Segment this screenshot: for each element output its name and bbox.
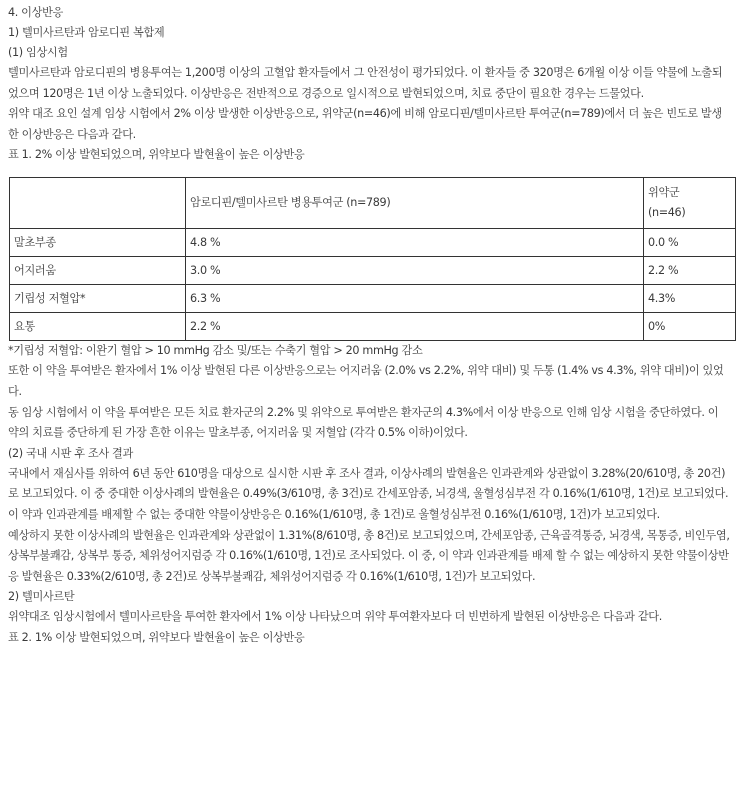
paragraph: 동 임상 시험에서 이 약을 투여받은 모든 치료 환자군의 2.2% 및 위약으로 투여받은 환자군의 4.3%에서 이상 반응으로 인해 임상 시험을 중단하였다. 이 약의 치료를 중단하게 된 가장 흔한 이유는 말초부종, 어지러움 및 저혈압 (각각 0.5% 이하)이었다. bbox=[8, 405, 719, 440]
row-combo-cell: 6.3 % bbox=[186, 285, 644, 313]
table-row bbox=[10, 229, 736, 257]
row-name-cell: 요통 bbox=[10, 313, 186, 341]
paragraph: 국내에서 재심사를 위하여 6년 동안 610명을 대상으로 실시한 시판 후 조사 결과, 이상사례의 발현율은 인과관계와 상관없이 3.28%(20/610명, 총 20건)로 보고되었다. 이 중 중대한 이상사례의 발현율은 0.49%(3/610명, 총 3건)로 간세포암종, 뇌경색, 울혈성심부전 각 0.16%(1/610명, 1건)로 보고되었다. 이 약과 인과관계를 배제할 수 없는 중대한 약물이상반응은 0.16%(1/610명, 총 1건)로 울혈성심부전 0.16%(1/610명, 1건)가 보고되었다. bbox=[8, 466, 729, 521]
table-caption: 표 2. 1% 이상 발현되었으며, 위약보다 발현율이 높은 이상반응 bbox=[8, 630, 305, 644]
header-cell-combo-group: 암로디핀/텔미사르탄 병용투여군 (n=789) bbox=[186, 178, 644, 229]
row-name-cell: 어지러움 bbox=[10, 257, 186, 285]
header-cell-empty bbox=[10, 178, 186, 229]
subsection-heading: 2) 텔미사르탄 bbox=[8, 590, 75, 604]
table-row bbox=[10, 257, 736, 285]
paragraph: 텔미사르탄과 암로디핀의 병용투여는 1,200명 이상의 고혈압 환자들에서 그 안전성이 평가되었다. 이 환자들 중 320명은 6개월 이상 이들 약물에 노출되었으며 120명은 1년 이상 노출되었다. 이상반응은 전반적으로 경증으로 일시적으로 발현되었으며, 치료 중단이 필요한 경우는 드물었다. bbox=[8, 66, 723, 100]
adverse-reaction-table bbox=[9, 177, 736, 341]
row-name-cell: 기립성 저혈압* bbox=[10, 285, 186, 313]
table-row bbox=[10, 285, 736, 313]
table-header-row bbox=[10, 178, 736, 229]
paragraph: 또한 이 약을 투여받은 환자에서 1% 이상 발현된 다른 이상반응으로는 어지러움 (2.0% vs 2.2%, 위약 대비) 및 두통 (1.4% vs 4.3%, 위약 대비)이 있었다. bbox=[8, 364, 724, 398]
row-name-cell: 말초부종 bbox=[10, 229, 186, 257]
row-placebo-cell: 2.2 % bbox=[644, 257, 736, 285]
section-heading: 4. 이상반응 bbox=[8, 6, 64, 19]
row-placebo-cell: 0% bbox=[644, 313, 736, 341]
header-placebo-label: 위약군 bbox=[648, 186, 680, 200]
header-cell-placebo-group bbox=[644, 178, 736, 229]
subsubsection-heading: (2) 국내 시판 후 조사 결과 bbox=[8, 446, 133, 460]
table-row bbox=[10, 313, 736, 341]
row-combo-cell: 3.0 % bbox=[186, 257, 644, 285]
row-combo-cell: 4.8 % bbox=[186, 229, 644, 257]
header-placebo-n: (n=46) bbox=[648, 206, 686, 220]
subsection-heading: 1) 텔미사르탄과 암로디핀 복합제 bbox=[8, 26, 165, 39]
subsubsection-heading: (1) 임상시험 bbox=[8, 46, 68, 59]
spacer bbox=[8, 165, 730, 177]
paragraph: 위약대조 임상시험에서 텔미사르탄을 투여한 환자에서 1% 이상 나타났으며 위약 투여환자보다 더 빈번하게 발현된 이상반응은 다음과 같다. bbox=[8, 610, 662, 624]
row-placebo-cell: 0.0 % bbox=[644, 229, 736, 257]
table-footnote: *기립성 저혈압: 이완기 혈압 > 10 mmHg 감소 및/또는 수축기 혈압 > 20 mmHg 감소 bbox=[8, 344, 423, 358]
paragraph: 예상하지 못한 이상사례의 발현율은 인과관계와 상관없이 1.31%(8/610명, 총 8건)로 보고되었으며, 간세포암종, 근육골격통증, 뇌경색, 목통증, 비인두염, 상복부불쾌감, 상복부 통증, 체위성어지럼증 각 0.16%(1/610명, 1건)로 조사되었다. 이 중, 이 약과 인과관계를 배제 할 수 없는 예상하지 못한 약물이상반응 발현율은 0.33%(2/610명, 총 2건)로 상복부불쾌감, 체위성어지럼증 각 0.16%(1/610명, 1건)가 보고되었다. bbox=[8, 528, 730, 583]
table-caption: 표 1. 2% 이상 발현되었으며, 위약보다 발현율이 높은 이상반응 bbox=[8, 148, 305, 162]
paragraph: 위약 대조 요인 설계 임상 시험에서 2% 이상 발생한 이상반응으로, 위약군(n=46)에 비해 암로디핀/텔미사르탄 투여군(n=789)에서 더 높은 빈도로 발생한 이상반응은 다음과 같다. bbox=[8, 107, 722, 141]
row-combo-cell: 2.2 % bbox=[186, 313, 644, 341]
row-placebo-cell: 4.3% bbox=[644, 285, 736, 313]
